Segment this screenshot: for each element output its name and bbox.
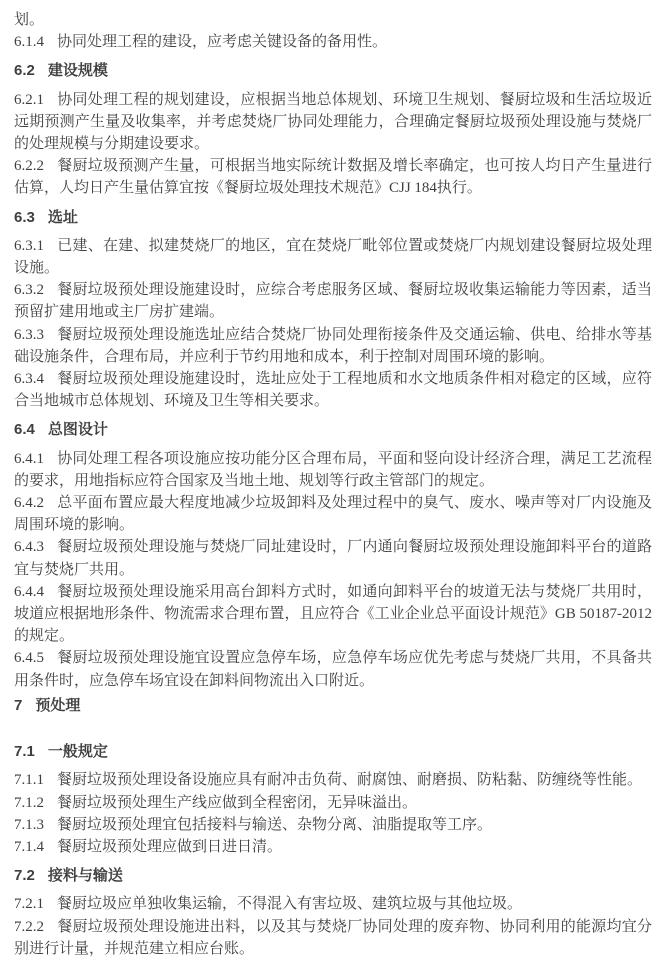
clause-6.3.1 xyxy=(14,235,652,279)
clause-7.1.2 xyxy=(14,792,652,814)
clause-7.1.4 xyxy=(14,836,652,858)
clause-text: 餐厨垃圾预处理设施选址应结合焚烧厂协同处理衔接条件及交通运输、供电、给排水等基础设施条件，合理布局，并应利于节约用地和成本，利于控制对周围环境的影响。 xyxy=(14,326,652,365)
clause-6.3.3 xyxy=(14,324,652,368)
heading-text: 选址 xyxy=(47,208,78,226)
clause-number: 7.1.3 xyxy=(14,816,44,833)
clause-text: 餐厨垃圾预处理设施采用高台卸料方式时，如通向卸料平台的坡道无法与焚烧厂共用时，坡道应根据地形条件、物流需求合理布置，且应符合《工业企业总平面设计规范》GB 50187-2012 的规定。 xyxy=(14,583,652,645)
clause-6.2.2 xyxy=(14,155,652,199)
clause-number: 7.1.4 xyxy=(14,838,44,855)
clause-number: 7.1.1 xyxy=(14,772,44,789)
clause-number: 6.3.1 xyxy=(14,237,44,254)
clause-text: 餐厨垃圾预处理生产线应做到全程密闭，无异味溢出。 xyxy=(57,794,418,811)
clause-6.4.4 xyxy=(14,581,652,648)
clause-text: 餐厨垃圾应单独收集运输，不得混入有害垃圾、建筑垃圾与其他垃圾。 xyxy=(57,896,523,913)
clause-text: 餐厨垃圾预测产生量，可根据当地实际统计数据及增长率确定，也可按人均日产生量进行估算，人均日产生量估算宜按《餐厨垃圾处理技术规范》CJJ 184执行。 xyxy=(14,158,652,197)
heading-number: 6.3 xyxy=(14,208,35,226)
clause-text: 餐厨垃圾预处理宜包括接料与输送、杂物分离、油脂提取等工序。 xyxy=(57,816,493,833)
section-heading-7.1 xyxy=(14,741,652,763)
clause-number: 7.1.2 xyxy=(14,794,44,811)
clause-7.2.1 xyxy=(14,893,652,915)
clause-6.3.2 xyxy=(14,279,652,323)
clause-text: 总平面布置应最大程度地减少垃圾卸料及处理过程中的臭气、废水、噪声等对厂内设施及周围环境的影响。 xyxy=(14,495,652,534)
section-heading-6.3 xyxy=(14,207,652,229)
clause-number: 6.2.2 xyxy=(14,158,44,175)
clause-number: 6.3.4 xyxy=(14,371,44,388)
clause-6.3.4 xyxy=(14,368,652,412)
clause-7.1.3 xyxy=(14,814,652,836)
heading-text: 接料与输送 xyxy=(47,867,123,885)
clause-7.2.2 xyxy=(14,916,652,960)
heading-text: 建设规模 xyxy=(47,62,108,80)
clause-text: 餐厨垃圾预处理设备设施应具有耐冲击负荷、耐腐蚀、耐磨损、防粘黏、防缠绕等性能。 xyxy=(57,772,643,789)
clause-number: 7.2.1 xyxy=(14,896,44,913)
clause-number: 6.3.2 xyxy=(14,282,44,299)
clause-7.1.1 xyxy=(14,769,652,791)
clause-text: 餐厨垃圾预处理应做到日进日清。 xyxy=(57,838,283,855)
clause-text: 餐厨垃圾预处理设施进出料，以及其与焚烧厂协同处理的废弃物、协同利用的能源均宜分别进行计量，并规范建立相应台账。 xyxy=(14,918,652,957)
clause-text: 餐厨垃圾预处理设施建设时，选址应处于工程地质和水文地质条件相对稳定的区域，应符合当地城市总体规划、环境及卫生等相关要求。 xyxy=(14,371,652,410)
clause-number: 6.3.3 xyxy=(14,326,44,343)
clause-number: 6.4.2 xyxy=(14,495,44,512)
heading-text: 总图设计 xyxy=(47,421,108,439)
clause-text: 协同处理工程各项设施应按功能分区合理布局，平面和竖向设计经济合理，满足工艺流程的要求，用地指标应符合国家及当地土地、规划等行政主管部门的规定。 xyxy=(14,450,652,489)
heading-number: 7 xyxy=(14,696,23,714)
clause-number: 6.4.3 xyxy=(14,539,44,556)
clause-text: 已建、在建、拟建焚烧厂的地区，宜在焚烧厂毗邻位置或焚烧厂内规划建设餐厨垃圾处理设施。 xyxy=(14,237,652,277)
continuation-text xyxy=(14,9,652,31)
clause-text: 餐厨垃圾预处理设施与焚烧厂同址建设时，厂内通向餐厨垃圾预处理设施卸料平台的道路宜与焚烧厂共用。 xyxy=(14,539,652,578)
heading-text: 一般规定 xyxy=(47,743,108,761)
clause-6.4.5 xyxy=(14,647,652,691)
section-heading-7.2 xyxy=(14,865,652,887)
clause-6.4.2 xyxy=(14,492,652,536)
clause-6.4.3 xyxy=(14,536,652,580)
heading-text: 预处理 xyxy=(35,696,81,714)
clause-6.4.1 xyxy=(14,448,652,492)
clause-number: 6.1.4 xyxy=(14,34,44,51)
heading-number: 7.1 xyxy=(14,743,35,761)
paragraph-text: 划。 xyxy=(14,12,45,28)
chapter-heading-7 xyxy=(14,695,652,717)
heading-number: 6.4 xyxy=(14,421,35,439)
heading-number: 7.2 xyxy=(14,867,35,885)
clause-text: 餐厨垃圾预处理设施宜设置应急停车场，应急停车场应优先考虑与焚烧厂共用，不具备共用条件时，应急停车场宜设在卸料间物流出入口附近。 xyxy=(14,650,652,689)
clause-6.2.1 xyxy=(14,89,652,156)
clause-text: 餐厨垃圾预处理设施建设时，应综合考虑服务区域、餐厨垃圾收集运输能力等因素，适当预留扩建用地或主厂房扩建端。 xyxy=(14,282,652,321)
clause-number: 6.4.5 xyxy=(14,650,44,667)
document-body xyxy=(14,9,652,960)
section-heading-6.4 xyxy=(14,419,652,441)
clause-number: 6.4.1 xyxy=(14,450,44,467)
clause-text: 协同处理工程的建设，应考虑关键设备的备用性。 xyxy=(57,34,388,51)
clause-6.1.4 xyxy=(14,31,652,53)
clause-text: 协同处理工程的规划建设，应根据当地总体规划、环境卫生规划、餐厨垃圾和生活垃圾近远期预测产生量及收集率，并考虑焚烧厂协同处理能力，合理确定餐厨垃圾预处理设施与焚烧厂的处理规模与分期建设要求。 xyxy=(14,91,652,153)
clause-number: 6.4.4 xyxy=(14,583,44,600)
clause-number: 6.2.1 xyxy=(14,91,44,108)
section-heading-6.2 xyxy=(14,60,652,82)
clause-number: 7.2.2 xyxy=(14,918,44,935)
heading-number: 6.2 xyxy=(14,62,35,80)
